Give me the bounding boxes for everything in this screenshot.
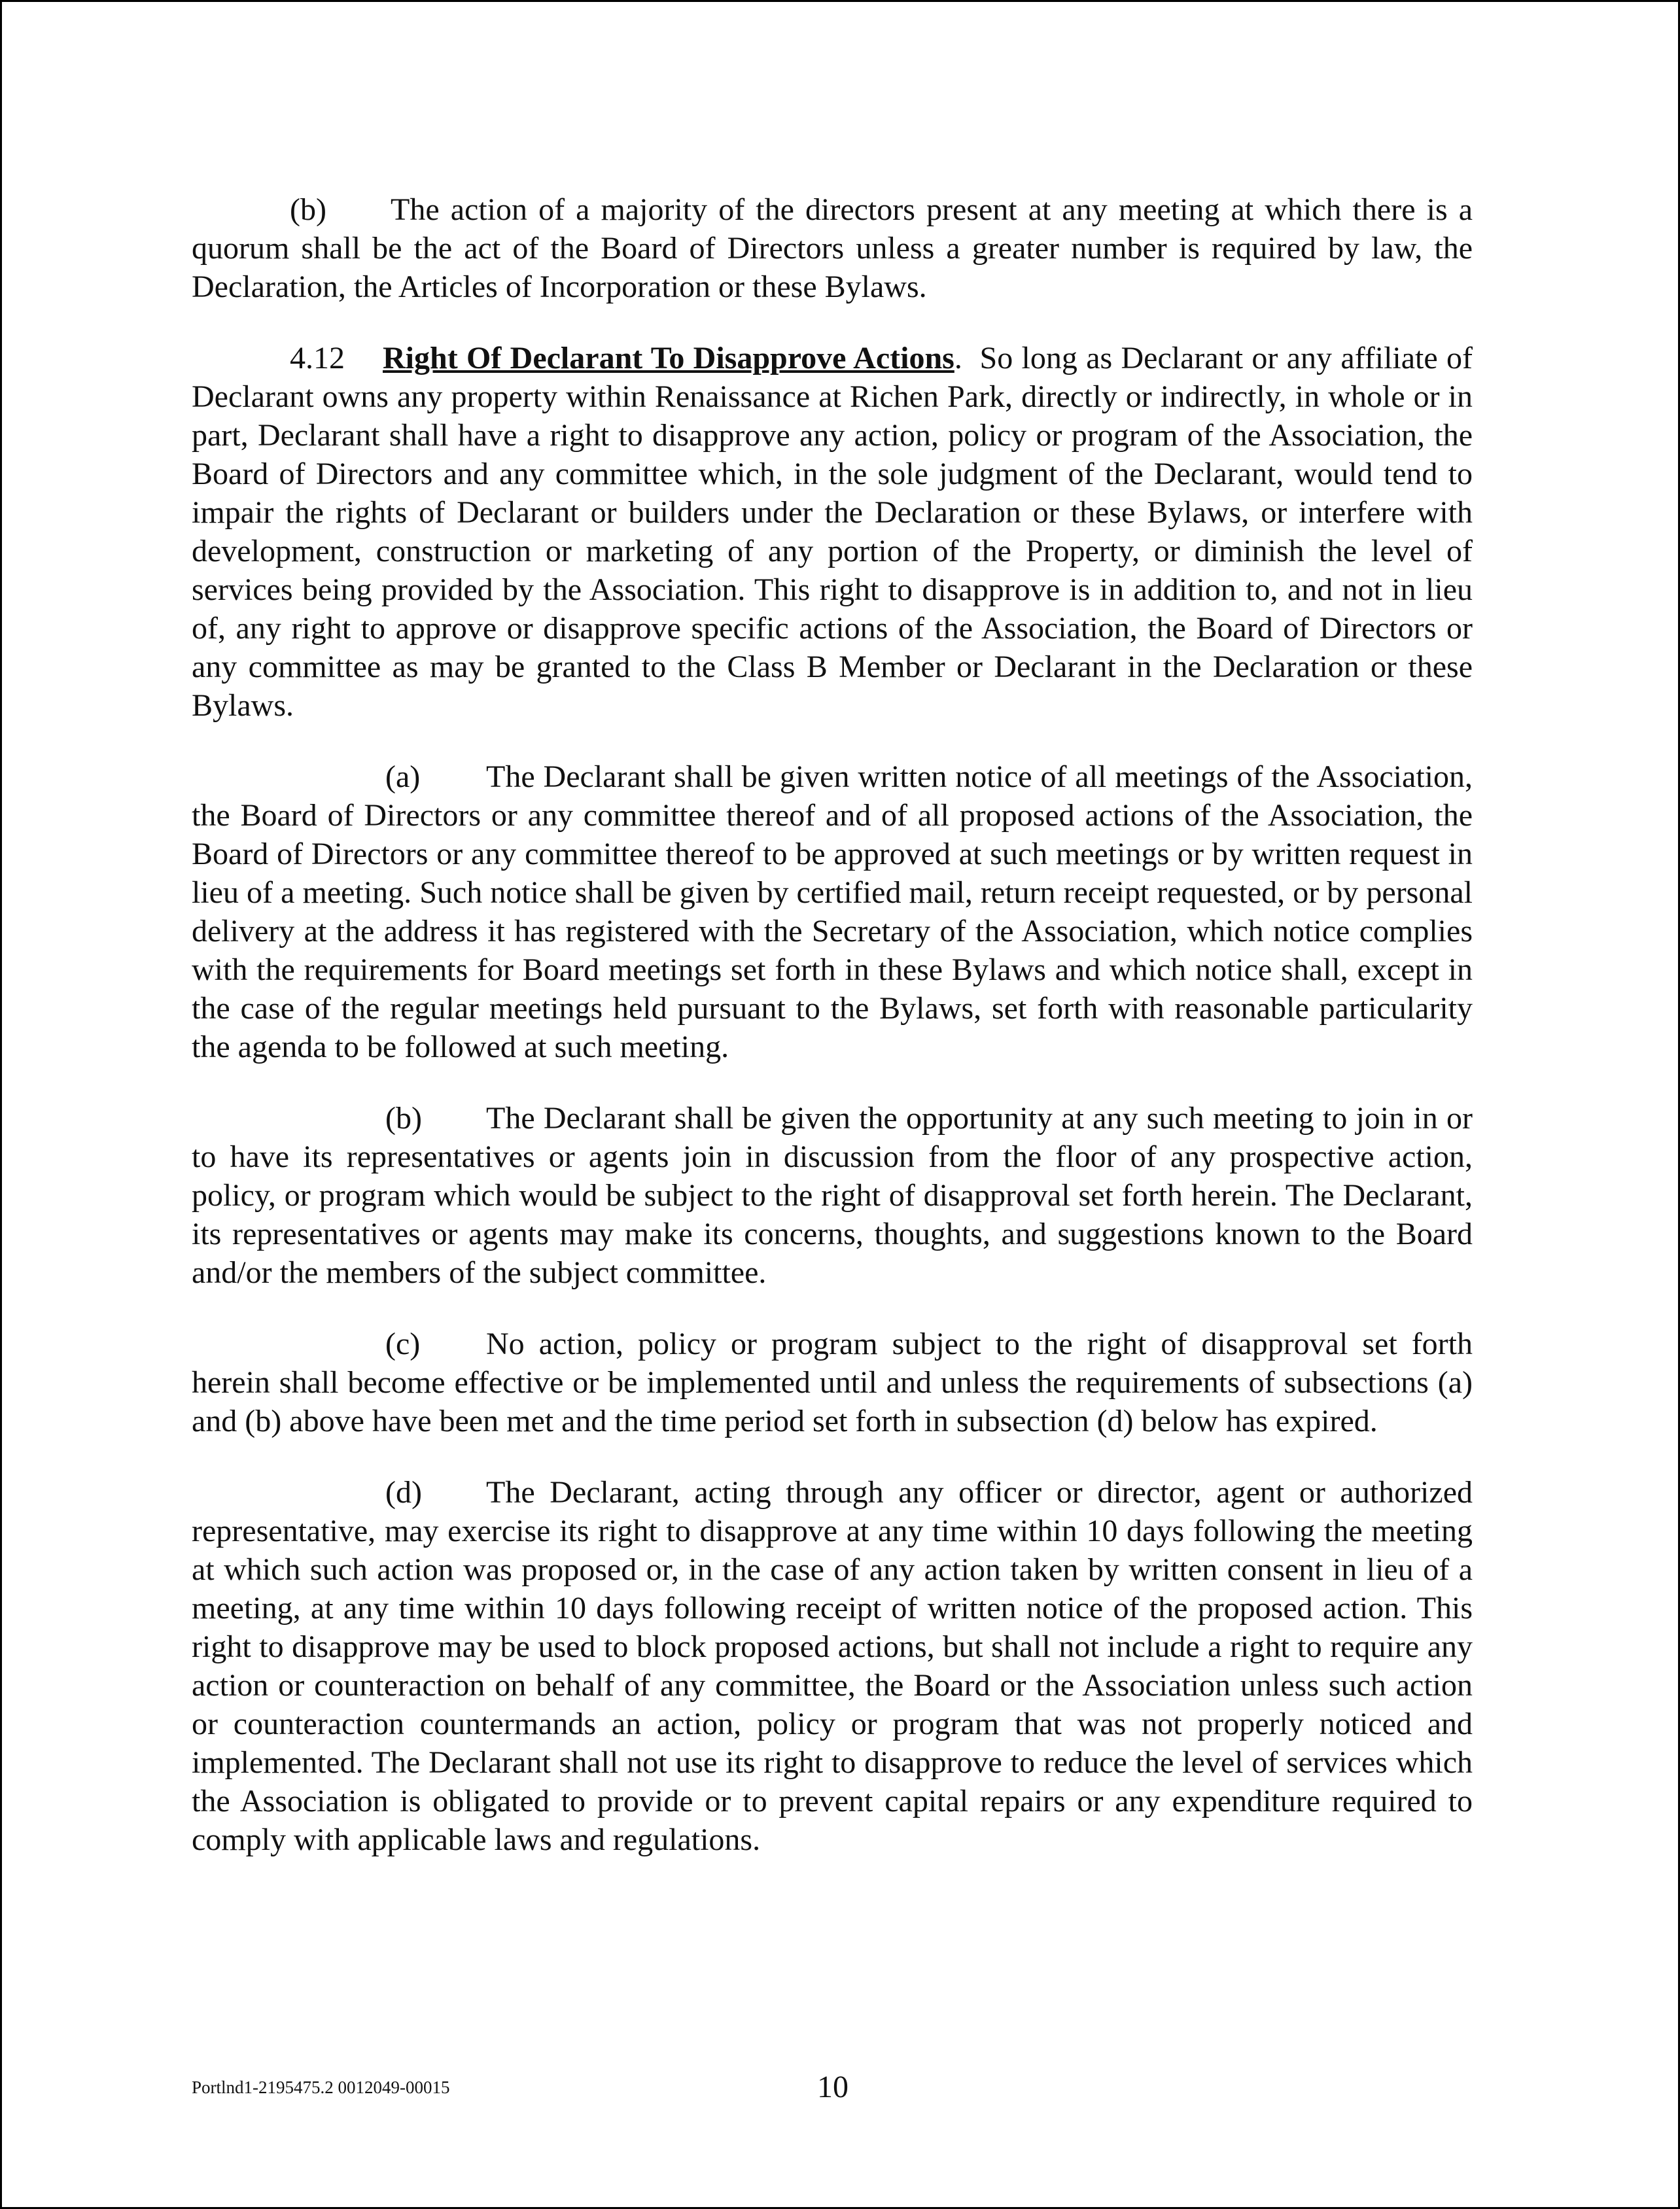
section-number: 4.12: [290, 341, 345, 375]
section-heading: Right Of Declarant To Disapprove Actions: [383, 341, 954, 375]
subsection-marker: (b): [290, 192, 326, 227]
subsection-marker: (a): [385, 759, 421, 794]
subsection-d-paragraph: [192, 1473, 1473, 1859]
paragraph-text: No action, policy or program subject to the right of disapproval set forth herein shall become effective or be implemented until and unless the requirements of subsections (a) and (b) above have been met and the time period set forth in subsection (d) below has expired.: [192, 1327, 1473, 1438]
subsection-marker: (c): [385, 1327, 421, 1361]
paragraph-text: The action of a majority of the directors present at any meeting at which there is a quorum shall be the act of the Board of Directors unless a greater number is required by law, the Declaration, the Articles of Incorporation or these Bylaws.: [192, 192, 1473, 304]
document-body: [192, 190, 1473, 1892]
paragraph-text: So long as Declarant or any affiliate of Declarant owns any property within Renaissance at Richen Park, directly or indirectly, in whole or in part, Declarant shall have a right to disapprove any action, policy or program of the Association, the Board of Directors and any committee which, in the sole judgment of the Declarant, would tend to impair the rights of Declarant or builders under the Declaration or these Bylaws, or interfere with development, construction or marketing of any portion of the Property, or diminish the level of services being provided by the Association. This right to disapprove is in addition to, and not in lieu of, any right to approve or disapprove specific actions of the Association, the Board of Directors or any committee as may be granted to the Class B Member or Declarant in the Declaration or these Bylaws.: [192, 341, 1473, 723]
subsection-c-paragraph: [192, 1325, 1473, 1440]
subsection-b-paragraph: [192, 1099, 1473, 1292]
subsection-marker: (b): [385, 1101, 422, 1136]
subsection-a-paragraph: [192, 757, 1473, 1066]
subsection-marker: (d): [385, 1475, 422, 1510]
section-heading-punctuation: .: [954, 341, 962, 375]
paragraph-text: The Declarant shall be given written notice of all meetings of the Association, the Board of Directors or any committee thereof and of all proposed actions of the Association, the Board of Directors or any committee thereof to be approved at such meetings or by written request in lieu of a meeting. Such notice shall be given by certified mail, return receipt requested, or by personal delivery at the address it has registered with the Secretary of the Association, which notice complies with the requirements for Board meetings set forth in these Bylaws and which notice shall, except in the case of the regular meetings held pursuant to the Bylaws, set forth with reasonable particularity the agenda to be followed at such meeting.: [192, 759, 1473, 1064]
footer-document-id: Portlnd1-2195475.2 0012049-00015: [192, 2078, 450, 2097]
paragraph-text: The Declarant, acting through any officer or director, agent or authorized representative, may exercise its right to disapprove at any time within 10 days following the meeting at which such action was proposed or, in the case of any action taken by written consent in lieu of a meeting, at any time within 10 days following receipt of written notice of the proposed action. This right to disapprove may be used to block proposed actions, but shall not include a right to require any action or counteraction on behalf of any committee, the Board or the Association unless such action or counteraction countermands an action, policy or program that was not properly noticed and implemented. The Declarant shall not use its right to disapprove to reduce the level of services which the Association is obligated to provide or to prevent capital repairs or any expenditure required to comply with applicable laws and regulations.: [192, 1475, 1473, 1857]
page-number: 10: [817, 2070, 849, 2104]
section-4-12-paragraph: [192, 339, 1473, 725]
paragraph-board-majority: [192, 190, 1473, 306]
paragraph-text: The Declarant shall be given the opportunity at any such meeting to join in or to have its representatives or agents join in discussion from the floor of any prospective action, policy, or program which would be subject to the right of disapproval set forth herein. The Declarant, its representatives or agents may make its concerns, thoughts, and suggestions known to the Board and/or the members of the subject committee.: [192, 1101, 1473, 1290]
